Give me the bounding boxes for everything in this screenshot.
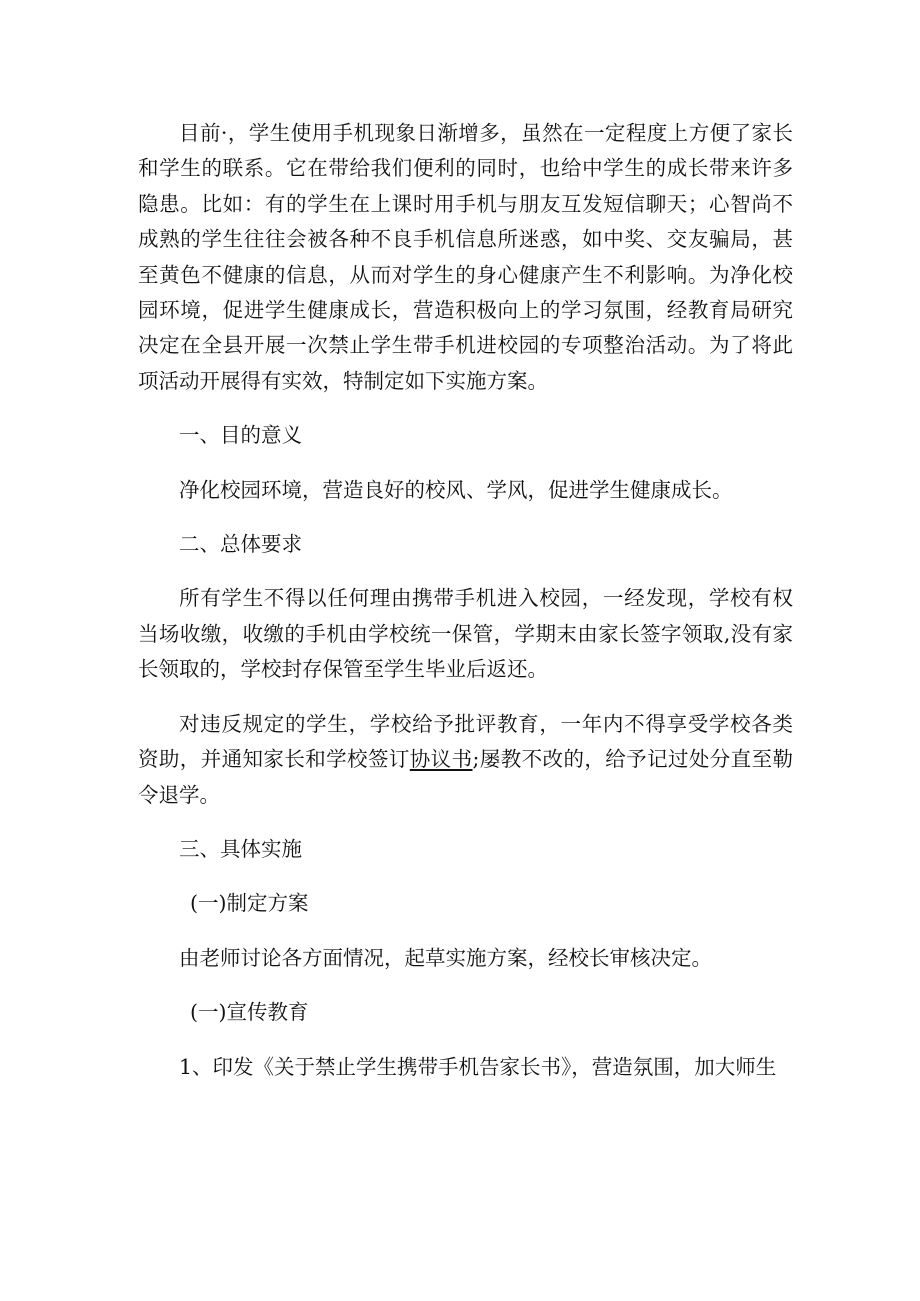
- section-1-text: 净化校园环境，营造良好的校风、学风，促进学生健康成长。: [179, 477, 733, 502]
- section-1-heading: 一、目的意义: [179, 423, 302, 448]
- subsection-1-heading: (一)制定方案: [190, 891, 309, 916]
- paragraph-text-after-link: ;屡教不改的，给予记过处分直至勒令退学。: [138, 747, 793, 807]
- intro-paragraph: 目前·，学生使用手机现象日渐增多，虽然在一定程度上方便了家长和学生的联系。它在带给我们便利的同时，也给中学生的成长带来许多隐患。比如：有的学生在上课时用手机与朋友互发短信聊天；心智尚不成熟的学生往往会被各种不良手机信息所迷惑，如中奖、交友骗局，甚至黄色不健康的信息，从而对学生的身心健康产生不利影响。为净化校园环境，促进学生健康成长，营造积极向上的学习氛围，经教育局研究决定在全县开展一次禁止学生带手机进校园的专项整治活动。为了将此项活动开展得有实效，特制定如下实施方案。: [138, 121, 793, 393]
- document-page: [138, 116, 793, 1085]
- section-2-heading: 二、总体要求: [179, 532, 302, 557]
- section-2-paragraph-2: [138, 707, 793, 813]
- section-2-paragraph-1: 所有学生不得以任何理由携带手机进入校园，一经发现，学校有权当场收缴，收缴的手机由学校统一保管，学期末由家长签字领取,没有家长领取的，学校封存保管至学生毕业后返还。: [138, 586, 793, 682]
- section-3-heading: 三、具体实施: [179, 836, 302, 861]
- list-item-1: 1、印发《关于禁止学生携带手机告家长书》，营造氛围，加大师生: [179, 1054, 777, 1079]
- agreement-link[interactable]: 协议书: [409, 747, 473, 772]
- subsection-2-heading: (一)宣传教育: [190, 1000, 309, 1025]
- subsection-1-text: 由老师讨论各方面情况，起草实施方案，经校长审核决定。: [179, 945, 712, 970]
- paragraph-text-before-link: 对违反规定的学生，学校给予批评教育，一年内不得享受学校各类资助，并通知家长和学校签订: [138, 711, 793, 772]
